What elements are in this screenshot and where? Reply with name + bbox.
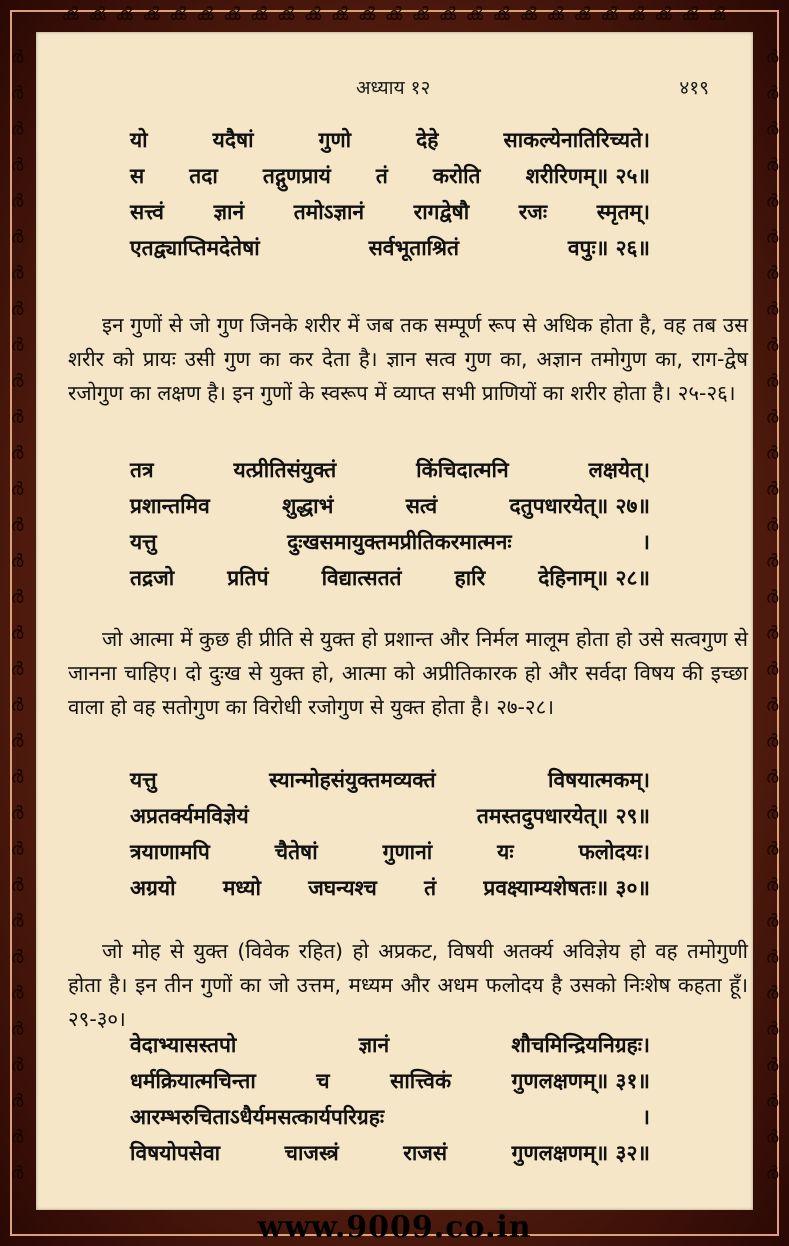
verse-word: विद्यात्सततं [321,566,402,590]
page-content [36,32,753,1210]
scroll-ornament-top: ൿ ൿ ൿ ൿ ൿ ൿ ൿ ൿ ൿ ൿ ൿ ൿ ൿ ൿ ൿ ൿ ൿ ൿ ൿ ൿ ൿ ൿ ൿ ൿ ൿ [61,4,728,25]
verse-word: दुःखसमायुक्तमप्रीतिकरमात्मनः [287,530,512,554]
verse-word: सात्त्विकं [390,1069,452,1093]
verse-word: चाजस्त्रं [284,1141,339,1165]
verse-line [130,560,650,596]
translation-text: जो मोह से युक्त (विवेक रहित) हो अप्रकट, विषयी अतर्क्य अविज्ञेय हो वह तमोगुणी होता है। इन तीन गुणों का जो उत्तम, मध्यम और अधम फलोदय है उसको निःशेष कहता हूँ। २९-३०। [68,939,748,1031]
verse-word: राजसं [403,1141,448,1165]
verse-line [130,158,650,194]
verse-word: शरीरिणम्॥ २५॥ [525,164,650,188]
verse-word: आरम्भरुचिताऽधैर्यमसत्कार्यपरिग्रहः [130,1105,385,1129]
verse-word: करोति [432,164,481,188]
verse-line [130,194,650,230]
verse-word: यत्प्रीतिसंयुक्तं [233,458,337,482]
verse-line [130,834,650,870]
verse-line [130,1063,650,1099]
verse-word: तद्गुणप्रायं [262,164,331,188]
verse-word: च [316,1069,330,1093]
verse-word: गुणो [318,128,352,152]
verse-word: किंचिदात्मनि [416,458,509,482]
verse-word: वपुः॥ २६॥ [567,236,650,260]
verse-word: तं [424,876,437,900]
verse-word: शौचमिन्द्रियनिग्रहः। [511,1033,650,1057]
scroll-ornament-right: ർ ർ ർ ർ ർ ർ ർ ർ ർ ർ ർ ർ ർ ർ ർ ർ ർ ർ ർ ർ ർ ർ ർ ർ ർ ർ ർ ർ ർ ർ ർ ർ [765,47,779,1184]
page-number: ४१९ [679,77,709,99]
verse-line [130,1099,650,1135]
verse-word: एतद्व्याप्तिमदेतेषां [130,236,260,260]
verse-word: साकल्येनातिरिच्यते। [503,128,650,152]
verse-line [130,524,650,560]
verse-word: प्रतिपं [227,566,269,590]
verse-word: रजः [518,200,548,224]
chapter-title: अध्याय १२ [356,77,431,99]
verse-word: मध्यो [222,876,261,900]
verse-word: । [642,1105,650,1129]
verse-word: तमोऽज्ञानं [293,200,365,224]
verse-word: हारि [454,566,486,590]
scroll-ornament-left: ർ ർ ർ ർ ർ ർ ർ ർ ർ ർ ർ ർ ർ ർ ർ ർ ർ ർ ർ ർ ർ ർ ർ ർ ർ ർ ർ ർ ർ ർ ർ ർ [10,47,24,1184]
verse-word: ज्ञानं [358,1033,390,1057]
verse-line [130,488,650,524]
verse-word: विषयोपसेवा [130,1141,221,1165]
verse-word: यदैषां [212,128,254,152]
verse-word: दतुपधारयेत्॥ २७॥ [509,494,650,518]
translation-text: जो आत्मा में कुछ ही प्रीति से युक्त हो प्रशान्त और निर्मल मालूम होता हो उसे सत्वगुण से जानना चाहिए। दो दुःख से युक्त हो, आत्मा को अप्रीतिकारक हो और सर्वदा विषय की इच्छा वाला हो वह सतोगुण का विरोधी रजोगुण से युक्त होता है। २७-२८। [68,627,748,719]
verse-word: रागद्वेषौ [413,200,470,224]
book-page [36,32,753,1210]
verse-word: गुणानां [382,840,433,864]
verse-word: विषयात्मकम्। [548,768,650,792]
verse-word: सत्वं [405,494,438,518]
verse-word: सर्वभूताश्रितं [368,236,459,260]
verse-word: धर्मक्रियात्मचिन्ता [130,1069,256,1093]
verse-word: गुणलक्षणम्॥ ३१॥ [511,1069,650,1093]
verse-word: तदा [189,164,218,188]
verse-word: तद्रजो [130,566,175,590]
verse-word: गुणलक्षणम्॥ ३२॥ [511,1141,650,1165]
verse-word: यो [130,128,148,152]
verse-word: । [642,530,650,554]
verse-line [130,1135,650,1171]
verse-word: तमस्तदुपधारयेत्॥ २९॥ [476,804,650,828]
website-url: www.9009.co.in [257,1210,532,1245]
translation-25-26 [68,308,748,410]
verse-word: प्रवक्ष्याम्यशेषतः॥ ३०॥ [483,876,650,900]
verse-word: देहिनाम्॥ २८॥ [538,566,650,590]
verse-word: शुद्धाभं [282,494,334,518]
verse-word: जघन्यश्च [308,876,377,900]
translation-text: इन गुणों से जो गुण जिनके शरीर में जब तक सम्पूर्ण रूप से अधिक होता है, वह तब उस शरीर को प्रायः उसी गुण का कर देता है। ज्ञान सत्व गुण का, अज्ञान तमोगुण का, राग-द्वेष रजोगुण का लक्षण है। इन गुणों के स्वरूप में व्याप्त सभी प्राणियों का शरीर होता है। २५-२६। [68,313,748,405]
verse-word: अग्रयो [130,876,176,900]
verse-word: स्यान्मोहसंयुक्तमव्यक्तं [269,768,436,792]
verse-word: स्मृतम्। [596,200,650,224]
verse-word: यत्तु [130,530,157,554]
verse-word: त्रयाणामपि [130,840,210,864]
verse-word: चैतेषां [274,840,318,864]
verse-word: ज्ञानं [213,200,245,224]
verse-word: अप्रतर्क्यमविज्ञेयं [130,804,249,828]
verse-word: तं [375,164,388,188]
verse-line [130,1027,650,1063]
verse-line [130,230,650,266]
verse-word: देहे [416,128,439,152]
verse-line [130,762,650,798]
translation-27-28 [68,622,748,724]
verse-line [130,122,650,158]
verse-word: सत्त्वं [130,200,164,224]
verse-word: यः [497,840,514,864]
verse-word: तत्र [130,458,154,482]
translation-29-30 [68,934,748,1036]
verse-word: प्रशान्तमिव [130,494,210,518]
verse-word: यत्तु [130,768,157,792]
verse-word: लक्षयेत्। [588,458,650,482]
verse-line [130,452,650,488]
verse-word: फलोदयः। [578,840,650,864]
verse-word: स [130,164,145,188]
verse-word: वेदाभ्यासस्तपो [130,1033,237,1057]
verse-line [130,798,650,834]
verse-line [130,870,650,906]
